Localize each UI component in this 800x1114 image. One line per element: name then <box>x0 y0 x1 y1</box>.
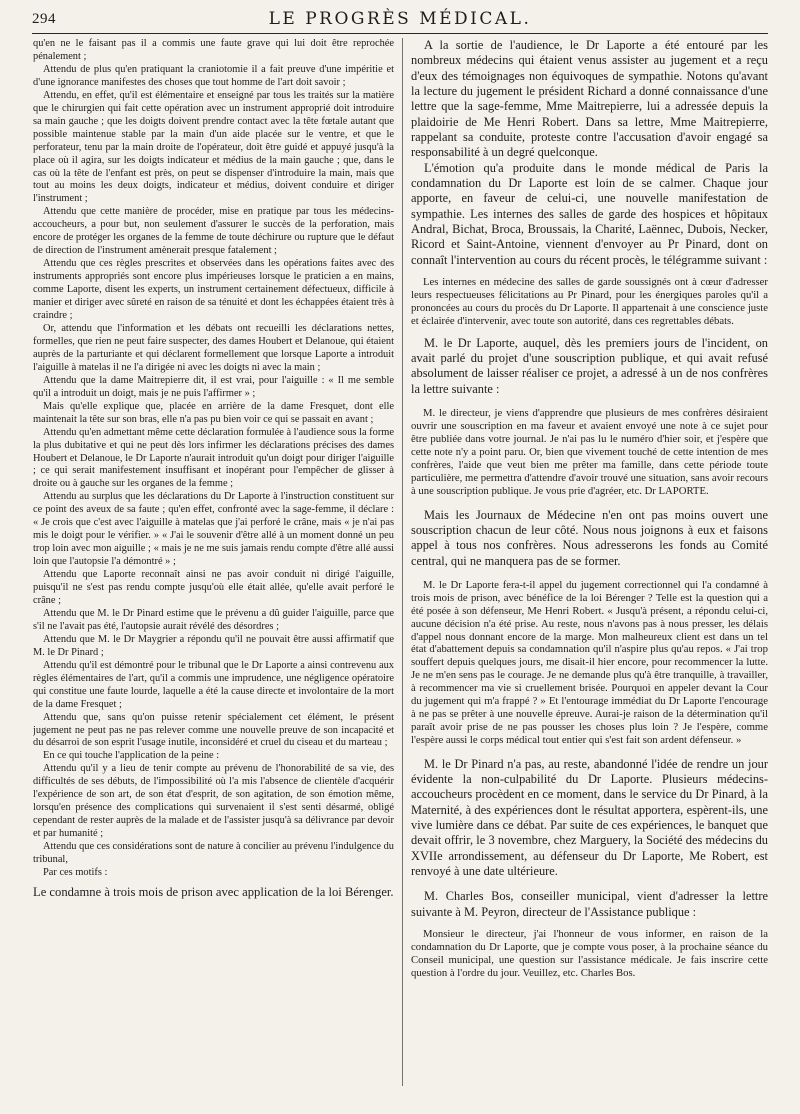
left-column <box>33 38 394 1092</box>
right-column <box>411 38 768 1098</box>
judgment-paragraph: Par ces motifs : <box>43 867 108 878</box>
judgment-paragraph: Attendu que ces règles prescrites et observées dans les opérations faites avec des instruments appropriés sont encore plus impérieuses lorsque le praticien a en mains, comme Laporte, disent les experts, un instrument certainement défectueux, difficile à manier et diriger avec sûreté en raison de sa ténuité et dont les échappées étaient très à craindre ; <box>33 258 394 322</box>
judgment-paragraph: qu'en ne le faisant pas il a commis une faute grave qui lui doit être reprochée pénalement ; <box>33 38 394 62</box>
judgment-paragraph: Attendu que la dame Maitrepierre dit, il est vrai, pour l'aiguille : « Il me semble qu'il a introduit un doigt, mais je ne puis l'affirmer » ; <box>33 374 394 399</box>
judgment-paragraph: Or, attendu que l'information et les débats ont recueilli les déclarations nettes, formelles, que rien ne peut faire suspecter, des dames Houbert et Delanoue, qui étaient auprès de la parturiante et qui déclarent formellement que lorsque Laporte a introduit l'aiguille à matelas il ne l'a dirigée ni avec les doigts ni avec la main ; <box>33 322 394 373</box>
header-rule <box>32 33 768 34</box>
verdict: Le condamne à trois mois de prison avec application de la loi Bérenger. <box>33 884 394 899</box>
judgment-paragraph: Attendu que M. le Dr Maygrier a répondu qu'il ne pouvait être aussi affirmatif que M. le Dr Pinard ; <box>33 633 394 658</box>
column-rule <box>402 38 403 1086</box>
telegram-quote: Les internes en médecine des salles de garde soussignés ont à cœur d'adresser leurs respectueuses félicitations au Pr Pinard, pour les énergiques paroles qu'il a prononcées au cours du procès du Dr Laporte. Il appartenait à une conscience juste et éclairée d'intervenir, avec toute son autorité, dans ces regrettables débats. <box>411 276 768 327</box>
news-paragraph: M. le Dr Laporte, auquel, dès les premiers jours de l'incident, on avait parlé du projet d'une souscription publique, et qui avait refusé absolument de laisser réaliser ce projet, a adressé à un de nos confrères la lettre suivante : <box>411 335 768 396</box>
judgment-paragraph: En ce qui touche l'application de la peine : <box>43 750 220 762</box>
news-paragraph: A la sortie de l'audience, le Dr Laporte a été entouré par les nombreux médecins qui étaient venus assister au jugement et a reçu d'eux des témoignages non équivoques de sympathie. Notons qu'avant la lecture du jugement le président Richard a donné connaissance d'une lettre que la sage-femme, Mme Maitrepierre, lui a adressée depuis la plaidoirie de Me Henri Robert. Dans sa lettre, Mme Maitrepierre, rappelant sa conduite, proteste contre l'accusation d'avoir engagé sa responsabilité à un degré quelconque. <box>411 38 768 160</box>
news-paragraph: M. Charles Bos, conseiller municipal, vient d'adresser la lettre suivante à M. Peyron, directeur de l'Assistance publique : <box>411 889 768 919</box>
judgment-paragraph: Attendu qu'en admettant même cette déclaration formulée à l'audience sous la forme la plus dubitative et qui ne peut dès lors infirmer les déclarations précises des dames Houbert et Delanoue, le Dr Laporte n'aurait introduit qu'un doigt pour diriger l'aiguille ; ce qui serait manifestement insuffisant et inopérant pour l'empêcher de glisser à droite ou à gauche sur les organes de la femme ; <box>33 426 394 490</box>
judgment-paragraph: Attendu qu'il est démontré pour le tribunal que le Dr Laporte a ainsi contrevenu aux règles élémentaires de l'art, qu'il a commis une imprudence, une négligence opératoire qui constitue une faute lourde, laquelle a été la cause directe et involontaire de la mort de la dame Fresquet ; <box>33 659 394 710</box>
judgment-paragraph: Attendu que ces considérations sont de nature à concilier au prévenu l'indulgence du tribunal, <box>33 841 394 866</box>
judgment-paragraph: Attendu que M. le Dr Pinard estime que le prévenu a dû guider l'aiguille, parce que s'il ne l'avait pas été, l'autopsie aurait révélé des désordres ; <box>33 607 394 632</box>
judgment-paragraph: Mais qu'elle explique que, placée en arrière de la dame Fresquet, dont elle maintenait la tête sur son bras, elle n'a pas pu bien voir ce qui se passait en avant ; <box>33 400 394 425</box>
judgment-paragraph: Attendu, en effet, qu'il est élémentaire et enseigné par tous les traités sur la matière que le chirurgien qui fait cette opération avec un instrument approprié doit introduire sa main gauche ; que les doigts doivent prendre contact avec la tête fœtale autant que possible maintenue stable par la main d'un aide placée sur le ventre, et que le perforateur, tenu par la main droite de l'opérateur, doit être guidé et appuyé jusqu'à la place où il agira, sur les doigts indicateur et médius de la main gauche ; que, dans le cas où la tête de l'enfant est près, on peut se dispenser d'introduire la main, mais que tout au moins les deux doigts, indicateur et médius, doivent conduire et diriger l'instrument ; <box>33 89 394 205</box>
judgment-paragraph: Attendu que, sans qu'on puisse retenir spécialement cet élément, le présent jugement ne peut pas ne pas relever comme une nouvelle preuve de son incapacité et du désarroi de son esprit l'usage inutile, inconsidéré et cruel du ciseau et du marteau ; <box>33 711 394 749</box>
judgment-paragraph: Attendu de plus qu'en pratiquant la craniotomie il a fait preuve d'une impéritie et d'une ignorance manifestes des choses que tout homme de l'art doit savoir ; <box>33 63 394 88</box>
judgment-paragraph: Attendu que cette manière de procéder, mise en pratique par tous les médecins-accoucheurs, a pour but, non seulement d'assurer le succès de la perforation, mais encore de protéger les organes de la femme de toute déchirure ou rupture que le défaut de direction de l'instrument amènerait presque fatalement ; <box>33 206 394 257</box>
page-header <box>32 8 768 30</box>
judgment-paragraph: Attendu qu'il y a lieu de tenir compte au prévenu de l'honorabilité de sa vie, des difficultés de ses débuts, de l'impossibilité où l'a mis l'absence de clientèle d'acquérir l'expérience de son art, de son état d'esprit, de son agitation, de son émotion même, lorsqu'en présence des complications qui survenaient il s'est senti désarmé, obligé cependant de rester auprès de la malade et de l'assister jusqu'à sa délivrance par devoir et par humanité ; <box>33 763 394 840</box>
bos-letter: Monsieur le directeur, j'ai l'honneur de vous informer, en raison de la condamnation du Dr Laporte, que je compte vous poser, à la prochaine séance du Conseil municipal, une question sur l'assistance médicale. Je fais inscrire cette question à l'ordre du jour. Veuillez, etc. Charles Bos. <box>411 928 768 979</box>
news-paragraph: M. le Dr Pinard n'a pas, au reste, abandonné l'idée de rendre un jour évidente la non-culpabilité du Dr Laporte. Plusieurs médecins-accoucheurs procèdent en ce moment, dans le service du Dr Pinard, à la Maternité, à des expériences dont le résultat apportera, espèrent-ils, une vive lumière dans ce débat. Par suite de ces expériences, le banquet que devait offrir, le 3 novembre, chez Marguery, la Société des médecins du XVIIe arrondissement, au défenseur du Dr Laporte, Me Robert, est renvoyé à une date ultérieure. <box>411 756 768 879</box>
news-paragraph: Mais les Journaux de Médecine n'en ont pas moins ouvert une souscription chacun de leur côté. Nous nous joignons à eux et faisons appel à tous nos confrères. Nous adresserons les fonds au Comité central, qui ne manquera pas de se former. <box>411 507 768 568</box>
laporte-letter: M. le directeur, je viens d'apprendre que plusieurs de mes confrères désiraient ouvrir une souscription en ma faveur et avaient envoyé une note à ce sujet pour être publiée dans votre journal. Je n'ai pas lu le numéro d'hier soir, et j'espère que cette note n'y a point paru. Or, bien que vivement touché de cette intention de mes confrères, l'aide que veut bien me prêter ma famille, dans cette période toute particulière, me permettra d'attendre d'avoir trouvé une situation, sans avoir recours à une souscription publique. Je vous prie d'agréer, etc. Dr LAPORTE. <box>411 407 768 497</box>
appeal-report: M. le Dr Laporte fera-t-il appel du jugement correctionnel qui l'a condamné à trois mois de prison, avec bénéfice de la loi Bérenger ? Telle est la question qui a été posée à son défenseur, Me Henri Robert. « Jusqu'à présent, a répondu celui-ci, aucune décision n'a été prise. Au reste, nous n'avons pas à nous presser, les délais d'appel nous donnant encore de la marge. Mon malheureux client est dans un tel état d'abattement depuis sa condamnation qu'il n'aspire plus qu'au repos. « J'ai trop souffert depuis quelques jours, me disait-il hier encore, pour recommencer la lutte. Je ne m'en sens pas le courage. Je ne demande plus qu'à être tranquille, à travailler, à recommencer ma vie si cruellement brisée. Pourquoi en appeler devant la Cour du jugement qui m'a frappé ? » Et l'entourage immédiat du Dr Laporte l'encourage à ne pas se prêter à une nouvelle épreuve. Aurai-je raison de la détermination qu'il paraît avoir prise de ne pas pousser les choses plus loin ? Je l'espère, comme l'espère aussi le corps médical tout entier qui s'est fait son ardent défenseur. » <box>411 578 768 746</box>
judgment-paragraph: Attendu au surplus que les déclarations du Dr Laporte à l'instruction constituent sur ce point des aveux de sa faute ; qu'en effet, confronté avec la sage-femme, il déclare : « Je crois que c'est avec l'aiguille à matelas que j'ai perforé le crâne, mais « je n'ai pas mis le doigt pour le vérifier. » « J'ai le souvenir d'être allé à un moment donné un peu trop loin avec mon aiguille ; « mais je ne me suis jamais rendu compte d'être allé aussi loin que l'autopsie l'a démontré » ; <box>33 491 394 568</box>
judgment-paragraph: Attendu que Laporte reconnaît ainsi ne pas avoir conduit ni dirigé l'aiguille, puisqu'il ne s'est pas rendu compte jusqu'où elle était allée, qu'elle avait perforé le crâne ; <box>33 569 394 606</box>
running-title: LE PROGRÈS MÉDICAL. <box>268 9 532 29</box>
page-number: 294 <box>32 11 56 27</box>
news-paragraph: L'émotion qu'a produite dans le monde médical de Paris la condamnation du Dr Laporte est loin de se calmer. Chaque jour apporte, en faveur de celui-ci, une nouvelle manifestation de sympathie. Les internes des salles de garde des hospices et hôpitaux Andral, Bichat, Broca, Broussais, la Charité, Laënnec, Dubois, Necker, Ricord et Saint-Antoine, viennent d'envoyer au Pr Pinard, dont on connaît l'intervention au cours du récent procès, le télégramme suivant : <box>411 160 768 267</box>
